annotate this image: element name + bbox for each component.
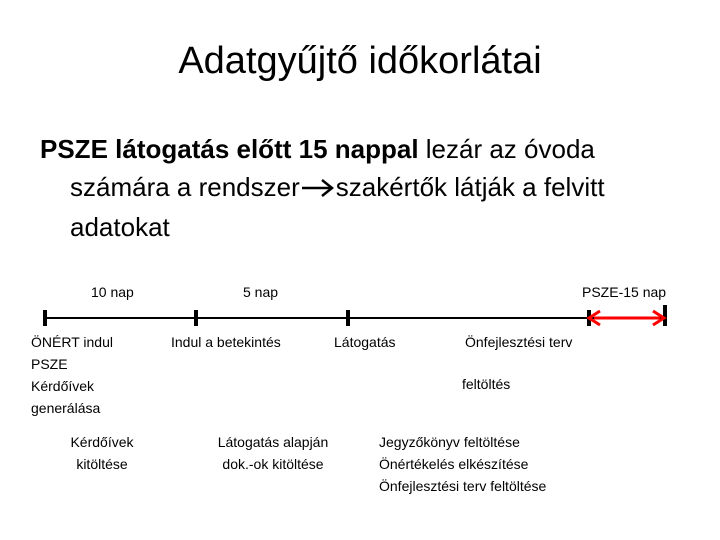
task-jegyzokonyv: [379, 431, 546, 497]
task-line: kitöltése: [76, 456, 128, 472]
task-line: Látogatás alapján: [217, 434, 329, 450]
task-latogatas-dok: [197, 431, 349, 475]
milestone-latogatas: Látogatás: [334, 334, 396, 350]
bullet-line-2a: számára a rendszer: [70, 172, 300, 202]
milestone-start-line: PSZE: [31, 356, 68, 372]
milestone-onfejlesztesi-terv: Önfejlesztési terv: [465, 334, 573, 350]
milestone-start-line: ÖNÉRT indul: [31, 334, 113, 350]
task-kerdoivek: [55, 431, 149, 475]
milestone-betekintes: Indul a betekintés: [171, 334, 281, 350]
bullet-line-2b: szakértők látják a felvitt: [335, 172, 605, 202]
bullet-bold: PSZE látogatás előtt 15 nappal: [40, 134, 419, 164]
milestone-start: [31, 331, 113, 419]
bullet-rest-1: lezár az óvoda: [418, 134, 595, 164]
milestone-feltoltes: feltöltés: [462, 376, 511, 392]
task-line: dok.-ok kitöltése: [222, 456, 324, 472]
slide-title: Adatgyűjtő időkorlátai: [178, 40, 542, 82]
highlight-interval: [589, 311, 664, 325]
milestone-start-line: generálása: [31, 400, 101, 416]
label-10-nap: 10 nap: [91, 284, 134, 300]
milestone-start-line: Kérdőívek: [31, 378, 95, 394]
label-5-nap: 5 nap: [243, 284, 279, 300]
task-line: Önértékelés elkészítése: [379, 456, 529, 472]
task-line: Kérdőívek: [70, 434, 134, 450]
task-line: Önfejlesztési terv feltöltése: [379, 478, 547, 494]
task-line: Jegyzőkönyv feltöltése: [379, 434, 520, 450]
bullet-line-3: adatokat: [70, 212, 170, 242]
label-psze-15-nap: PSZE-15 nap: [582, 284, 667, 300]
